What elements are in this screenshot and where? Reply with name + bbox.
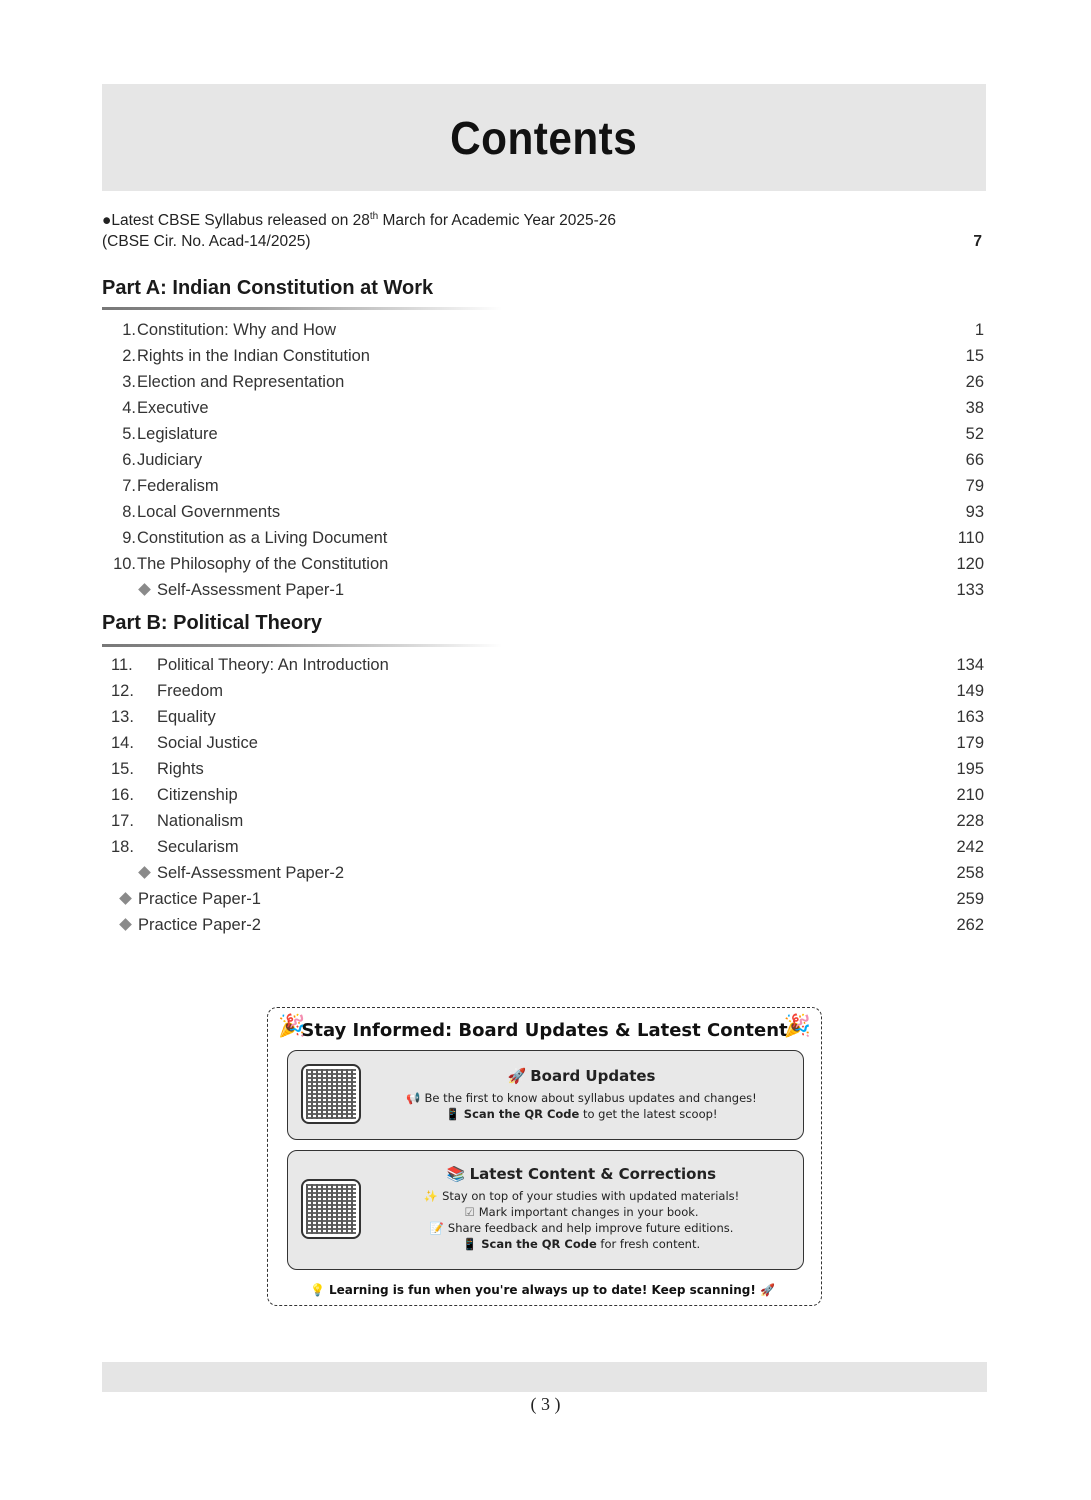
chapter-title: Federalism	[137, 477, 219, 495]
chapter-page: 1	[974, 321, 984, 339]
toc-row-practice-paper-1[interactable]	[102, 886, 984, 912]
chapter-page: 52	[965, 425, 984, 443]
chapter-page: 38	[965, 399, 984, 417]
toc-row[interactable]	[102, 782, 984, 808]
syllabus-sup: th	[369, 211, 379, 222]
practice-paper-title: Practice Paper-1	[138, 890, 261, 908]
toc-row[interactable]	[102, 678, 984, 704]
chapter-number: 13.	[111, 708, 134, 726]
syllabus-text-rest: March for Academic Year 2025-26	[378, 212, 617, 230]
scan-qr-bold: Scan the QR Code	[463, 1107, 580, 1121]
practice-paper-page: 259	[956, 890, 984, 908]
rocket-icon: 🚀	[760, 1283, 775, 1297]
title-band	[102, 84, 986, 191]
chapter-number: 8.	[122, 503, 136, 521]
latest-content-line: for fresh content.	[596, 1237, 701, 1251]
toc-row[interactable]	[102, 499, 984, 525]
sparkles-icon: ✨	[423, 1189, 439, 1203]
latest-content-line: Share feedback and help improve future editions.	[447, 1221, 734, 1235]
megaphone-icon: 📢	[406, 1091, 421, 1105]
chapter-title: Legislature	[137, 425, 218, 443]
lightbulb-icon: 💡	[310, 1283, 325, 1297]
chapter-page: 79	[965, 477, 984, 495]
syllabus-text: Latest CBSE Syllabus released on 28	[111, 212, 370, 230]
bullet-icon: ●	[102, 212, 112, 230]
chapter-page: 93	[965, 503, 984, 521]
chapter-page: 228	[956, 812, 984, 830]
chapter-title: Rights	[157, 760, 204, 778]
party-popper-icon: 🎉	[278, 1014, 306, 1039]
chapter-number: 14.	[111, 734, 134, 752]
toc-row[interactable]	[102, 421, 984, 447]
chapter-number: 11.	[111, 656, 133, 674]
chapter-number: 16.	[111, 786, 134, 804]
chapter-page: 195	[956, 760, 984, 778]
chapter-title: Secularism	[157, 838, 239, 856]
chapter-page: 163	[956, 708, 984, 726]
diamond-bullet-icon	[119, 918, 132, 931]
part-b-divider	[102, 644, 502, 647]
info-footer-text: Learning is fun when you're always up to date! Keep scanning!	[328, 1283, 756, 1297]
chapter-page: 134	[956, 656, 984, 674]
self-assessment-title: Self-Assessment Paper-2	[157, 864, 345, 882]
toc-row[interactable]	[102, 551, 984, 577]
toc-row[interactable]	[102, 808, 984, 834]
footer-band	[102, 1362, 987, 1392]
info-box-footer	[268, 1283, 821, 1297]
phone-icon: 📱	[445, 1107, 460, 1121]
chapter-number: 6.	[122, 451, 136, 469]
stay-informed-box	[267, 1007, 822, 1306]
board-updates-qr-code[interactable]	[301, 1064, 361, 1124]
part-b-toc	[102, 652, 984, 938]
latest-content-card	[287, 1150, 804, 1270]
self-assessment-page: 258	[956, 864, 984, 882]
page-number: ( 3 )	[530, 1394, 561, 1414]
chapter-number: 5.	[122, 425, 136, 443]
toc-row[interactable]	[102, 834, 984, 860]
chapter-number: 1.	[122, 321, 136, 339]
chapter-number: 18.	[111, 838, 134, 856]
chapter-title: Political Theory: An Introduction	[157, 656, 389, 674]
chapter-title: Citizenship	[157, 786, 238, 804]
chapter-title: Rights in the Indian Constitution	[137, 347, 370, 365]
toc-row[interactable]	[102, 447, 984, 473]
chapter-title: Nationalism	[157, 812, 244, 830]
latest-content-line: Mark important changes in your book.	[478, 1205, 699, 1219]
toc-row-practice-paper-2[interactable]	[102, 912, 984, 938]
chapter-page: 110	[957, 529, 984, 547]
board-updates-line: to get the latest scoop!	[579, 1107, 718, 1121]
syllabus-circular: (CBSE Cir. No. Acad-14/2025)	[102, 233, 311, 250]
chapter-title: Judiciary	[137, 451, 203, 469]
toc-row[interactable]	[102, 317, 984, 343]
diamond-bullet-icon	[119, 892, 132, 905]
chapter-title: Freedom	[157, 682, 224, 700]
chapter-title: Executive	[137, 399, 209, 417]
chapter-page: 242	[956, 838, 984, 856]
diamond-bullet-icon	[138, 583, 151, 596]
self-assessment-page: 133	[956, 581, 984, 599]
chapter-number: 7.	[122, 477, 136, 495]
syllabus-page: 7	[973, 233, 982, 250]
chapter-title: Social Justice	[157, 734, 258, 752]
books-icon: 📚	[446, 1165, 466, 1183]
chapter-number: 4.	[122, 399, 136, 417]
toc-row-self-assessment-2[interactable]	[102, 860, 984, 886]
chapter-number: 15.	[111, 760, 134, 778]
scan-qr-bold: Scan the QR Code	[481, 1237, 597, 1251]
chapter-page: 120	[956, 555, 984, 573]
toc-row-self-assessment-1[interactable]	[102, 577, 984, 603]
part-a-toc	[102, 317, 984, 603]
party-popper-icon: 🎉	[783, 1014, 811, 1039]
chapter-number: 17.	[111, 812, 134, 830]
chapter-title: Constitution as a Living Document	[137, 529, 388, 547]
toc-row[interactable]	[102, 369, 984, 395]
chapter-title: Election and Representation	[137, 373, 345, 391]
chapter-page: 149	[956, 682, 984, 700]
chapter-title: Constitution: Why and How	[137, 321, 337, 339]
toc-row[interactable]	[102, 473, 984, 499]
rocket-icon: 🚀	[507, 1067, 527, 1085]
chapter-number: 3.	[122, 373, 136, 391]
toc-row[interactable]	[102, 395, 984, 421]
self-assessment-title: Self-Assessment Paper-1	[157, 581, 345, 599]
practice-paper-page: 262	[956, 916, 984, 934]
latest-content-qr-code[interactable]	[301, 1179, 361, 1239]
diamond-bullet-icon	[138, 866, 151, 879]
chapter-number: 2.	[122, 347, 136, 365]
info-box-title: Stay Informed: Board Updates & Latest Content	[301, 1020, 788, 1041]
practice-paper-title: Practice Paper-2	[138, 916, 261, 934]
chapter-title: The Philosophy of the Constitution	[137, 555, 389, 573]
board-updates-card	[287, 1050, 804, 1140]
chapter-page: 66	[965, 451, 984, 469]
chapter-page: 26	[965, 373, 984, 391]
page-title: Contents	[450, 111, 638, 164]
toc-row[interactable]	[102, 756, 984, 782]
toc-row[interactable]	[102, 525, 984, 551]
toc-row[interactable]	[102, 343, 984, 369]
chapter-page: 210	[956, 786, 984, 804]
part-a-heading: Part A: Indian Constitution at Work	[102, 277, 434, 299]
part-a-divider	[102, 307, 502, 310]
checkbox-icon: ☑	[464, 1205, 475, 1219]
toc-row[interactable]	[102, 652, 984, 678]
board-updates-heading: Board Updates	[530, 1067, 656, 1085]
syllabus-entry[interactable]	[102, 204, 986, 254]
memo-icon: 📝	[429, 1221, 444, 1235]
chapter-number: 12.	[111, 682, 134, 700]
board-updates-line: Be the first to know about syllabus updates and changes!	[424, 1091, 757, 1105]
chapter-title: Equality	[157, 708, 216, 726]
chapter-page: 15	[965, 347, 984, 365]
chapter-number: 9.	[122, 529, 136, 547]
part-b-heading: Part B: Political Theory	[102, 612, 323, 634]
phone-icon: 📱	[462, 1237, 478, 1251]
toc-row[interactable]	[102, 730, 984, 756]
chapter-page: 179	[956, 734, 984, 752]
latest-content-line: Stay on top of your studies with updated materials!	[442, 1189, 740, 1203]
chapter-number: 10.	[113, 555, 136, 573]
toc-row[interactable]	[102, 704, 984, 730]
chapter-title: Local Governments	[137, 503, 281, 521]
latest-content-heading: Latest Content & Corrections	[469, 1165, 717, 1183]
